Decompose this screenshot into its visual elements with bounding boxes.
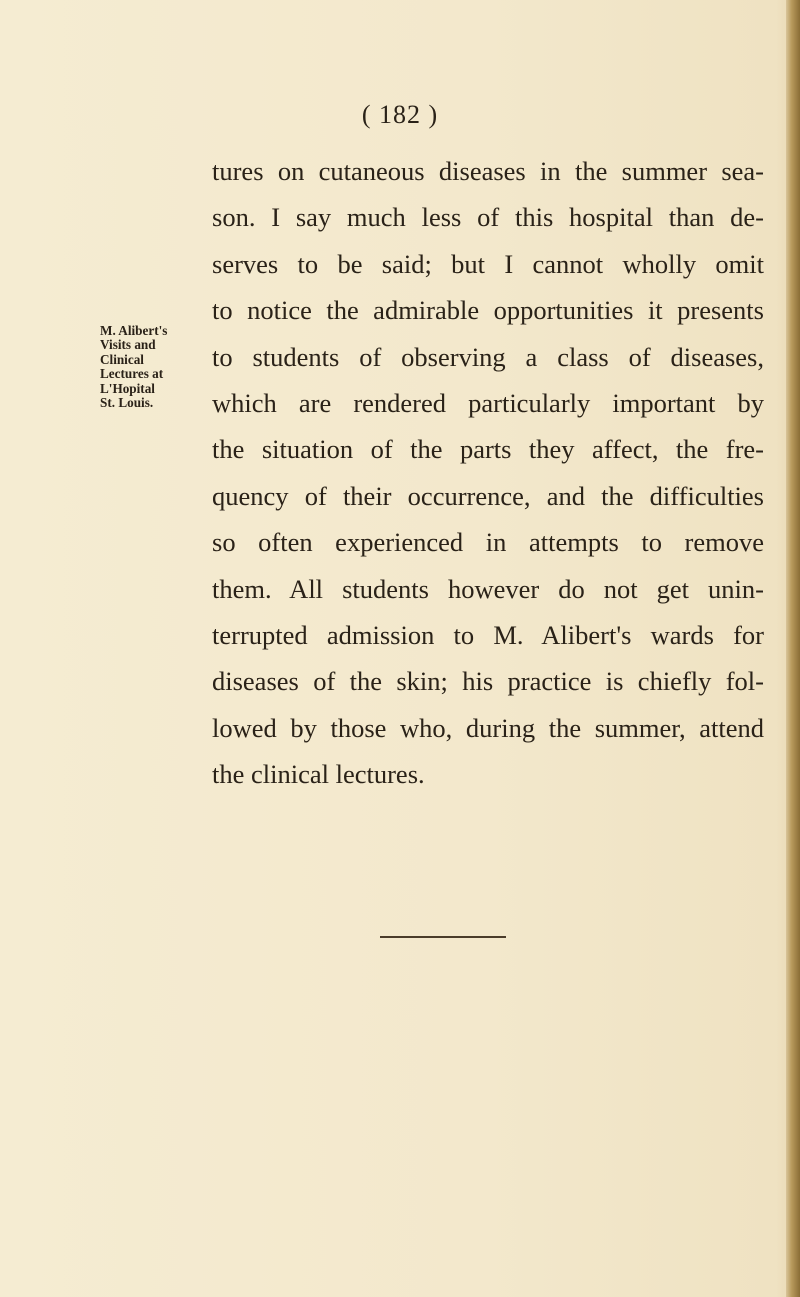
text-line: tures on cutaneous diseases in the summer sea- [212, 156, 764, 186]
margin-note-line: St. Louis. [100, 395, 154, 411]
text-line: quency of their occurrence, and the difficulties [212, 480, 764, 511]
text-line: serves to be said; but I cannot wholly omit [212, 248, 764, 279]
text-line: the situation of the parts they affect, the fre- [212, 434, 764, 465]
margin-note-line: Lectures at [100, 366, 164, 382]
text-line: terrupted admission to M. Alibert's wards for [212, 619, 764, 650]
text-line: to notice the admirable opportunities it presents [212, 295, 764, 326]
text-line: the clinical lectures. [212, 759, 425, 790]
page-number: ( 182 ) [361, 100, 439, 129]
margin-note-line: L'Hopital [100, 380, 155, 396]
margin-note-line: M. Alibert's [100, 323, 168, 338]
margin-note-line: Clinical [100, 351, 144, 367]
text-line: so often experienced in attempts to remove [212, 527, 764, 558]
margin-note [100, 324, 210, 410]
text-line: diseases of the skin; his practice is chiefly fol- [212, 666, 764, 697]
text-line: to students of observing a class of diseases, [212, 341, 764, 372]
body-paragraph [212, 148, 764, 797]
section-divider [380, 936, 506, 938]
text-line: lowed by those who, during the summer, attend [212, 712, 764, 743]
margin-note-line: Visits and [100, 337, 156, 353]
text-line: which are rendered particularly important by [212, 387, 764, 418]
page-edge [786, 0, 800, 1297]
text-line: them. All students however do not get unin- [212, 573, 764, 604]
text-line: son. I say much less of this hospital than de- [212, 202, 764, 233]
